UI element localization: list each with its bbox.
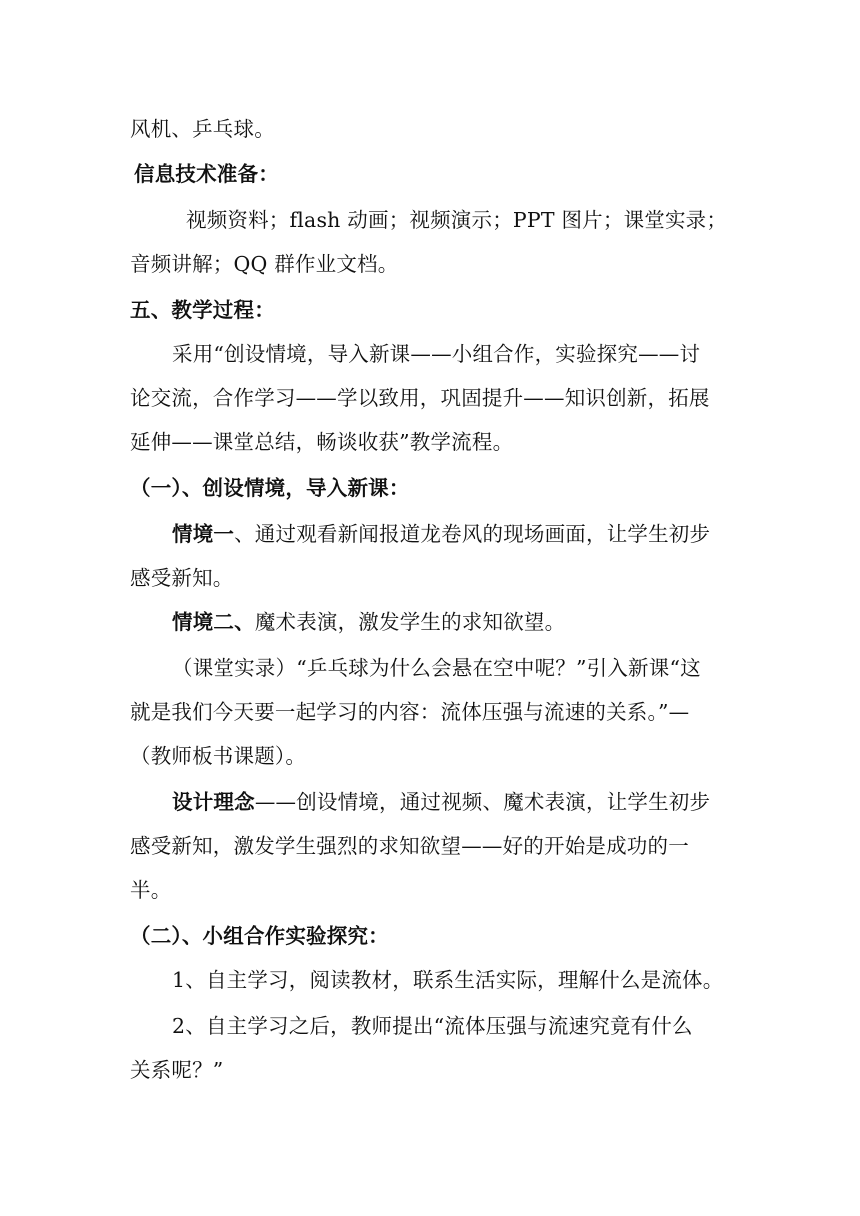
scenario-one-label: 情境一 <box>172 522 235 546</box>
section-heading-it-prep: 信息技术准备： <box>134 162 279 186</box>
section-heading-teaching-process: 五、教学过程： <box>130 298 275 322</box>
text-line: （教师板书课题）。 <box>130 744 307 768</box>
text-line: 半。 <box>130 878 172 902</box>
text-line <box>172 788 710 816</box>
text-line: （课堂实录）“乒乓球为什么会悬在空中呢？”引入新课“这 <box>172 656 701 680</box>
text-line: 风机、乒乓球。 <box>130 117 275 141</box>
section-heading-part-two: （二）、小组合作实验探究： <box>130 924 389 948</box>
text-line: 音频讲解；QQ 群作业文档。 <box>130 252 399 276</box>
text-span: 、通过观看新闻报道龙卷风的现场画面，让学生初步 <box>234 522 711 546</box>
text-line: 论交流，合作学习——学以致用，巩固提升——知识创新，拓展 <box>130 386 710 410</box>
scenario-two-label: 情境二、 <box>172 610 255 634</box>
text-line: 感受新知，激发学生强烈的求知欲望——好的开始是成功的一 <box>130 834 689 858</box>
text-line <box>172 608 565 636</box>
design-concept-label: 设计理念 <box>172 790 255 814</box>
text-line: 视频资料；flash 动画；视频演示；PPT 图片；课堂实录； <box>186 208 728 232</box>
text-line: 1、自主学习，阅读教材，联系生活实际，理解什么是流体。 <box>172 968 724 992</box>
text-line: 采用“创设情境，导入新课——小组合作，实验探究——讨 <box>172 342 701 366</box>
text-line: 感受新知。 <box>130 566 234 590</box>
text-line: 延伸——课堂总结，畅谈收获”教学流程。 <box>130 430 514 454</box>
text-span: ——创设情境，通过视频、魔术表演，让学生初步 <box>254 790 711 814</box>
section-heading-part-one: （一）、创设情境，导入新课： <box>130 476 410 500</box>
text-line <box>172 520 710 548</box>
text-line: 2、自主学习之后，教师提出“流体压强与流速究竟有什么 <box>172 1014 693 1038</box>
text-line: 关系呢？” <box>130 1058 224 1082</box>
text-line: 就是我们今天要一起学习的内容：流体压强与流速的关系。”— <box>130 700 690 724</box>
text-span: 魔术表演，激发学生的求知欲望。 <box>254 610 566 634</box>
